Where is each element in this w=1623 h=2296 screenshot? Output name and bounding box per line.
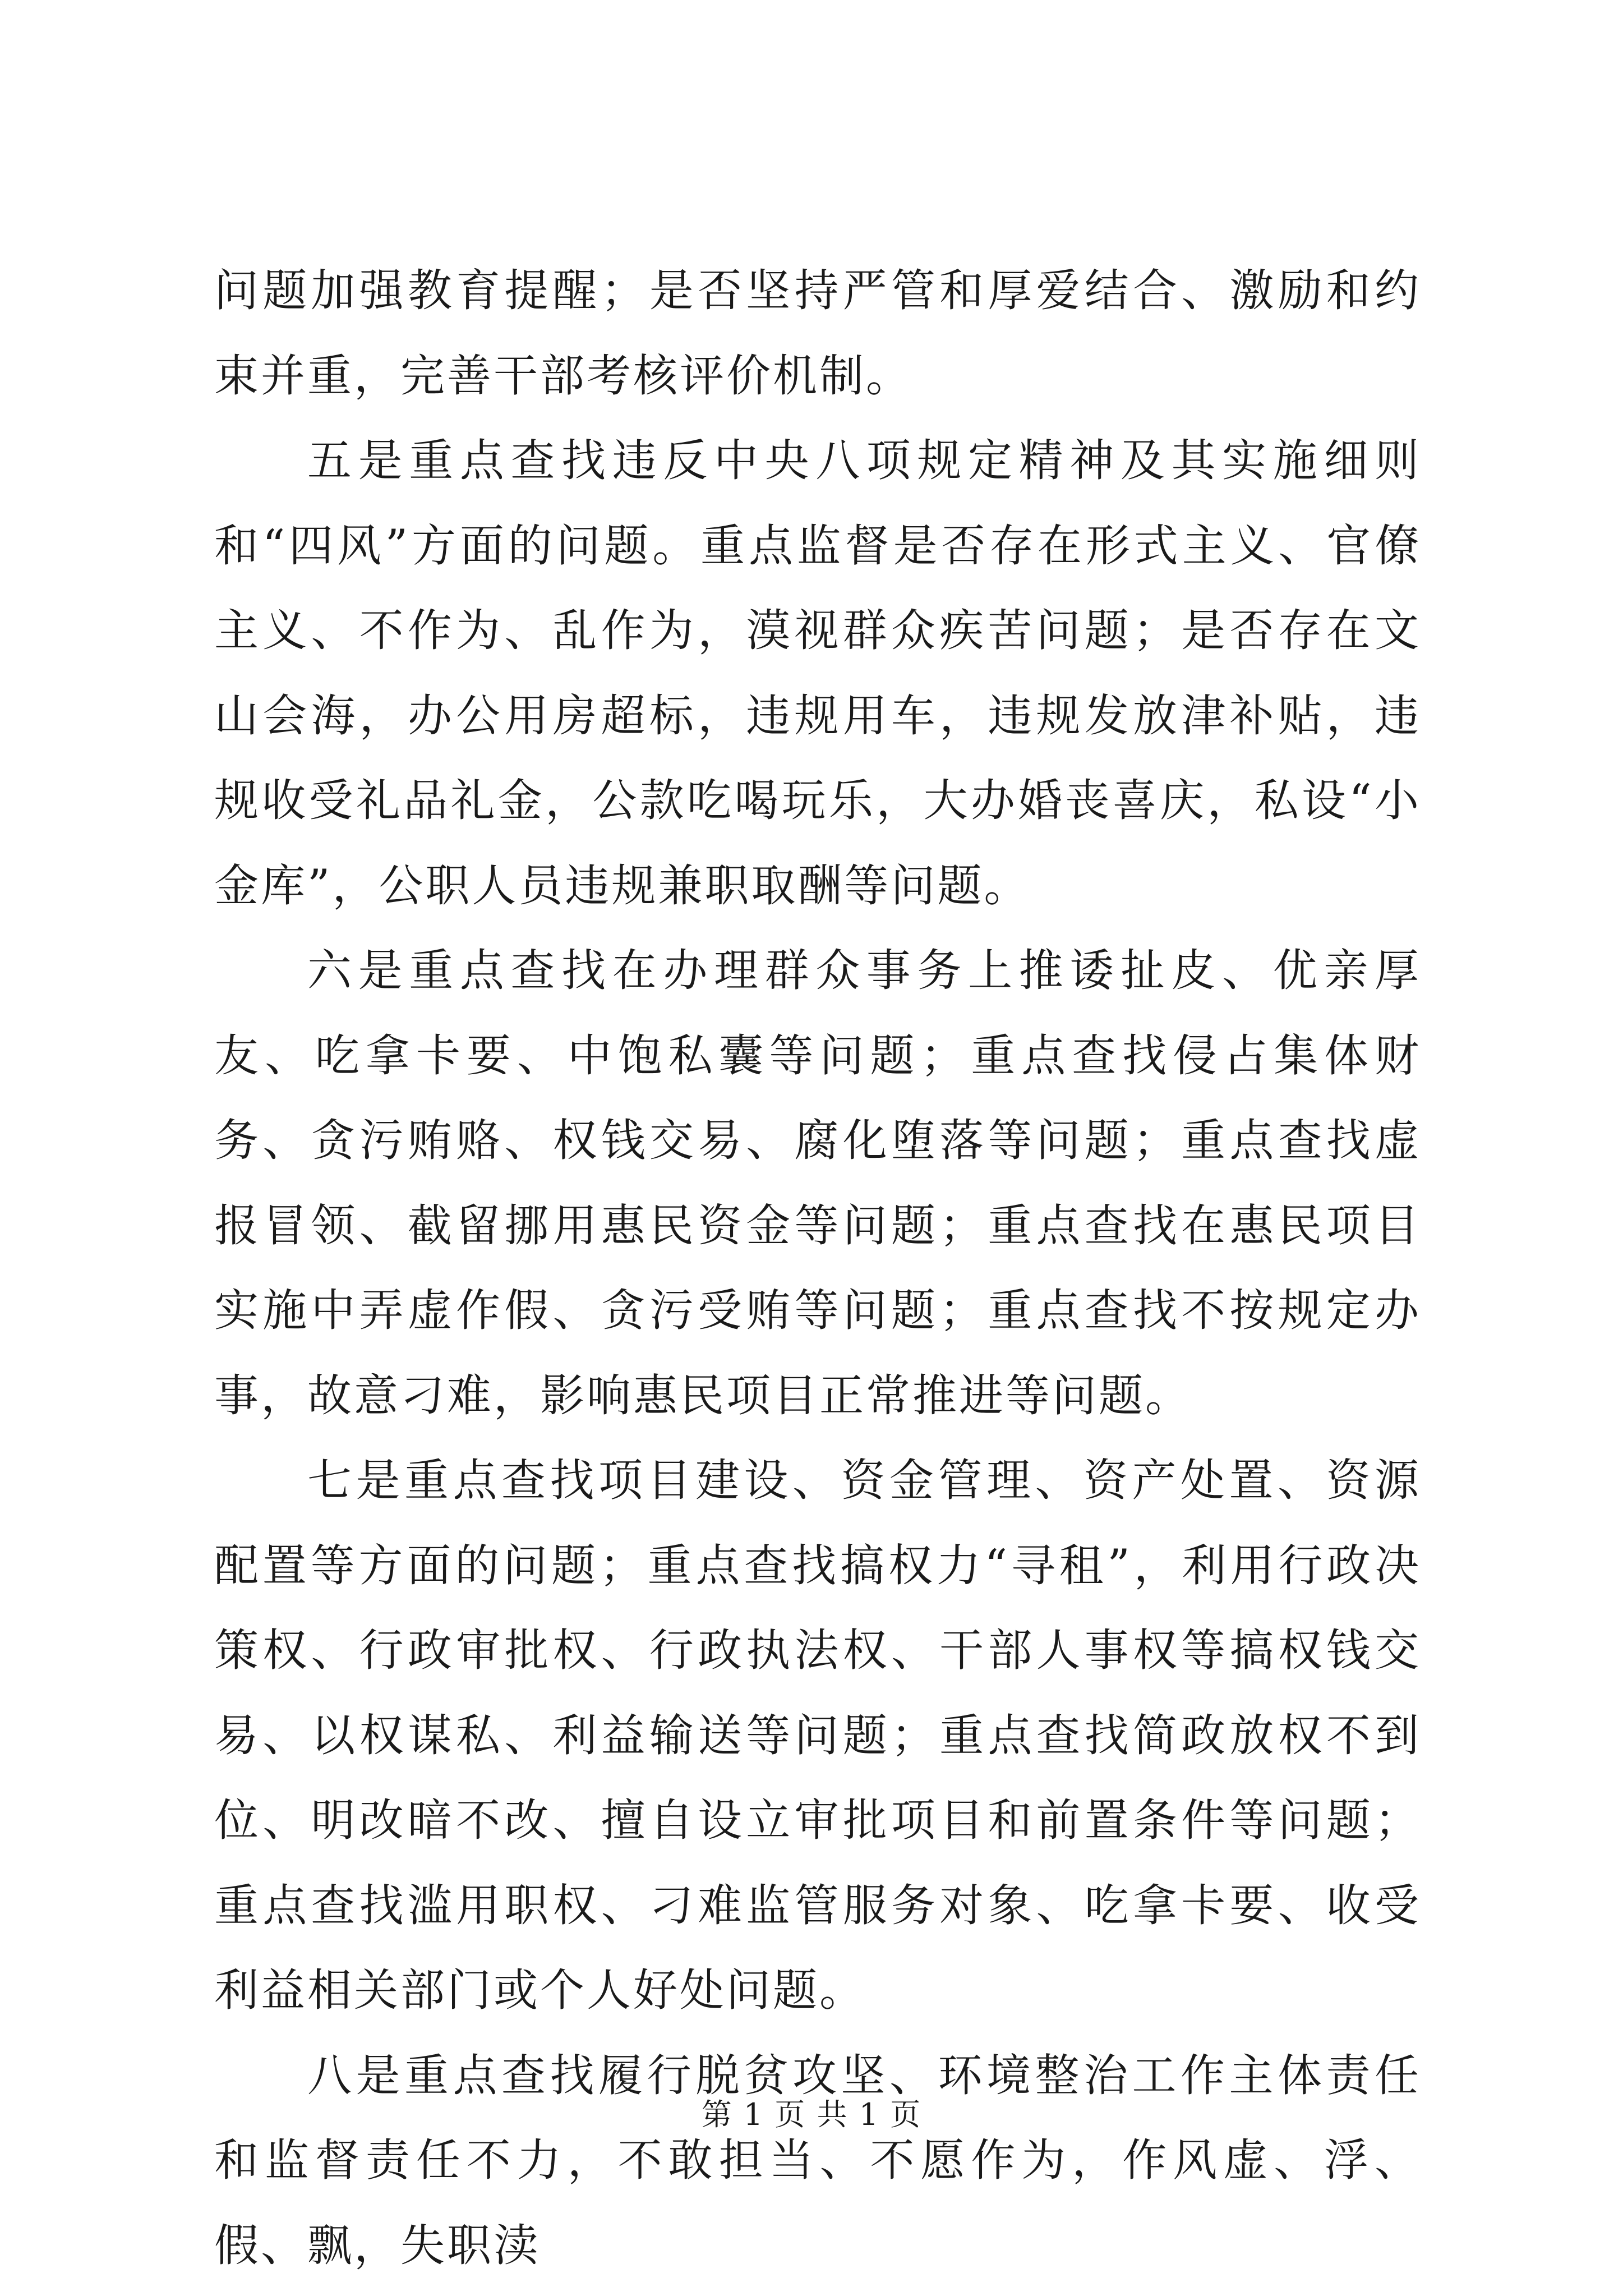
page-footer: 第 1 页 共 1 页	[701, 2097, 922, 2132]
paragraph-2: 五是重点查找违反中央八项规定精神及其实施细则和“四风”方面的问题。重点监督是否存在形式主义、官僚主义、不作为、乱作为，漠视群众疾苦问题；是否存在文山会海，办公用房超标，违规用车，违规发放津补贴，违规收受礼品礼金，公款吃喝玩乐，大办婚丧喜庆，私设“小金库”，公职人员违规兼职取酬等问题。	[214, 435, 1421, 912]
paragraph-3: 六是重点查找在办理群众事务上推诿扯皮、优亲厚友、吃拿卡要、中饱私囊等问题；重点查找侵占集体财务、贪污贿赂、权钱交易、腐化堕落等问题；重点查找虚报冒领、截留挪用惠民资金等问题；重点查找在惠民项目实施中弄虚作假、贪污受贿等问题；重点查找不按规定办事，故意刁难，影响惠民项目正常推进等问题。	[214, 945, 1421, 1421]
paragraph-4: 七是重点查找项目建设、资金管理、资产处置、资源配置等方面的问题；重点查找搞权力“寻租”，利用行政决策权、行政审批权、行政执法权、干部人事权等搞权钱交易、以权谋私、利益输送等问题；重点查找简政放权不到位、明改暗不改、擅自设立审批项目和前置条件等问题；重点查找滥用职权、刁难监管服务对象、吃拿卡要、收受利益相关部门或个人好处问题。	[214, 1455, 1421, 2016]
document-body	[214, 249, 1421, 2288]
paragraph-5: 八是重点查找履行脱贫攻坚、环境整治工作主体责任和监督责任不力，不敢担当、不愿作为，作风虚、浮、假、飘，失职渎	[214, 2049, 1421, 2271]
paragraph-1: 问题加强教育提醒；是否坚持严管和厚爱结合、激励和约束并重，完善干部考核评价机制。	[214, 265, 1421, 402]
